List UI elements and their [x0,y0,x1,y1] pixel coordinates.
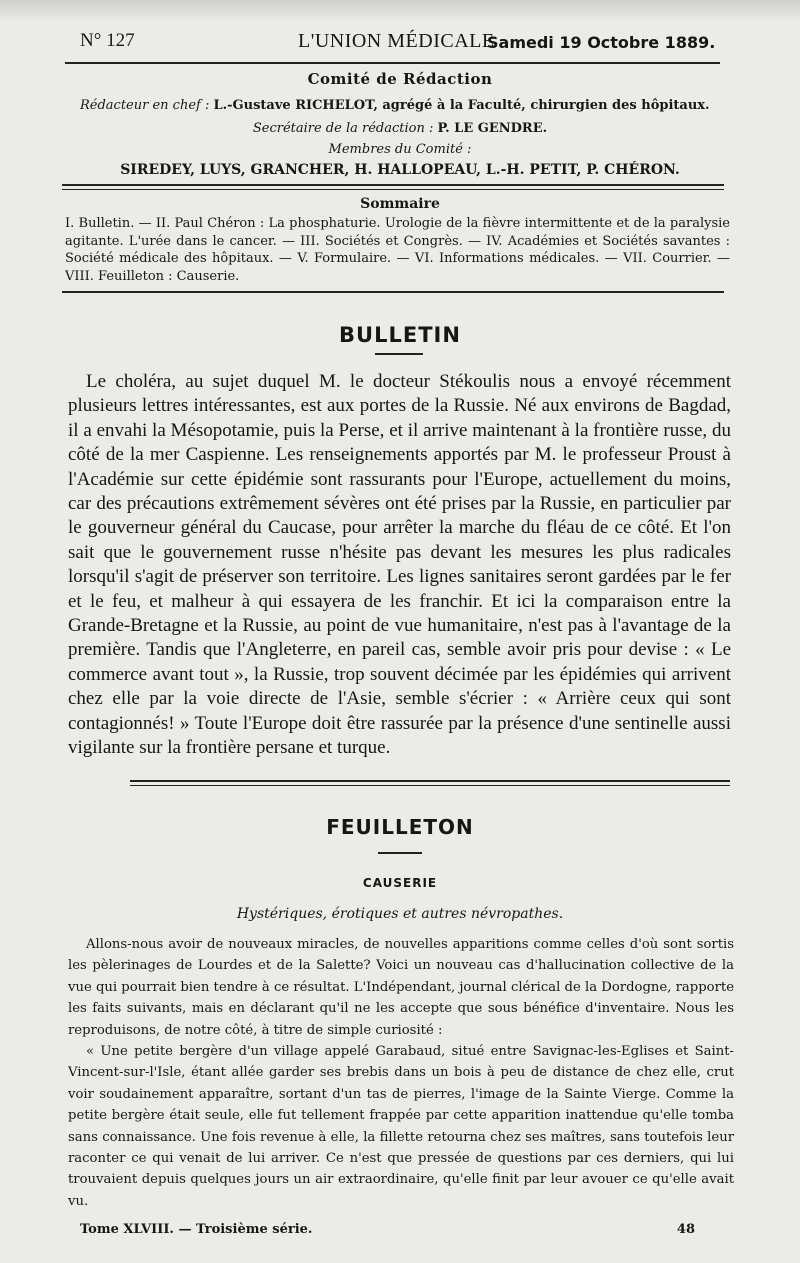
secretaire-label: Secrétaire de la rédaction : [252,121,434,136]
page-edge-shadow [0,0,800,22]
redacteur-line [80,98,710,113]
sommaire-rule [62,291,724,293]
sommaire-title: Sommaire [360,196,440,212]
feuilleton-paragraph-1: Allons-nous avoir de nouveaux miracles, de nouvelles apparitions comme celles d'où sont sortis les pèlerinages de Lourdes et de la Salette? Voici un nouveau cas d'hallucination collective de la vue qui pourrait bien tendre à ce résultat. L'Indépendant, journal clérical de la Dordogne, rapporte les faits suivants, mais en déclarant qu'il ne les accepte que sous bénéfice d'inventaire. Nous les reproduisons, de notre côté, à titre de simple curiosité : [68,937,734,1038]
comite-title: Comité de Rédaction [307,70,493,88]
tome-series: Tome XLVIII. — Troisième série. [80,1222,313,1237]
feuilleton-title: FEUILLETON [326,815,474,839]
bulletin-body: Le choléra, au sujet duquel M. le docteur Stékoulis nous a envoyé récemment plusieurs lettres intéressantes, est aux portes de la Russie. Né aux environs de Bagdad, il a envahi la Mésopotamie, puis la Perse, et il arrive maintenant à la frontière russe, du côté de la mer Caspienne. Les renseignements apportés par M. le professeur Proust à l'Académie sur cette épidémie sont rassurants pour l'Europe, actuellement du moins, car des précautions extrêmement sévères ont été prises par la Russie, en particulier par le gouverneur général du Caucase, pour arrêter la marche du fléau de ce côté. Et l'on sait que le gouvernement russe n'hésite pas devant les mesures les plus radicales lorsqu'il s'agit de préserver son territoire. Les lignes sanitaires seront gardées par le fer et le feu, et malheur à qui essayera de les franchir. Et ici la comparaison entre la Grande-Bretagne et la Russie, au point de vue humanitaire, n'est pas à l'avantage de la première. Tandis que l'Angleterre, en pareil cas, semble avoir pris pour devise : « Le commerce avant tout », la Russie, trop souvent décimée par les épidémies qui arrivent chez elle par la voie directe de l'Asie, semble s'écrier : « Arrière ceux qui sont contagionnés! » Toute l'Europe doit être rassurée par la présence d'une sentinelle aussi vigilante sur la frontière persane et turque. [68,371,731,759]
secretaire-name: P. LE GENDRE. [437,121,548,136]
issue-date: Samedi 19 Octobre 1889. [487,33,716,52]
journal-title: L'UNION MÉDICALE [298,30,495,52]
membres-label: Membres du Comité : [328,142,472,157]
issue-number: N° 127 [80,30,135,51]
comite-rule-bottom [62,189,724,190]
feuilleton-subtitle: Hystériques, érotiques et autres névropathes. [236,906,564,922]
secretaire-line [0,121,800,136]
feuilleton-title-rule [378,852,422,854]
comite-rule-top [62,184,724,186]
page-number: 48 [676,1222,695,1237]
header-rule [65,62,720,64]
bulletin-title-rule [375,353,423,355]
sommaire-text: I. Bulletin. — II. Paul Chéron : La phosphaturie. Urologie de la fièvre intermittente et de la paralysie agitante. L'urée dans le cancer. — III. Sociétés et Congrès. — IV. Académies et Sociétés savantes : Société médicale des hôpitaux. — V. Formulaire. — VI. Informations médicales. — VII. Courrier. — VIII. Feuilleton : Causerie. [65,216,730,284]
redacteur-label: Rédacteur en chef : [80,98,210,113]
membres-names: SIREDEY, LUYS, GRANCHER, H. HALLOPEAU, L.-H. PETIT, P. CHÉRON. [120,162,680,178]
bulletin-end-rule-bottom [130,785,730,786]
bulletin-title: BULLETIN [339,323,461,347]
bulletin-end-rule-top [130,780,730,782]
feuilleton-body [68,934,734,1212]
causerie-heading: CAUSERIE [362,876,438,890]
redacteur-name: L.-Gustave RICHELOT, agrégé à la Faculté, chirurgien des hôpitaux. [213,98,710,113]
feuilleton-paragraph-2: « Une petite bergère d'un village appelé Garabaud, situé entre Savignac-les-Eglises et Saint-Vincent-sur-l'Isle, étant allée garder ses brebis dans un bois à peu de distance de chez elle, crut voir soudainement apparaître, sortant d'un tas de pierres, l'image de la Sainte Vierge. Comme la petite bergère était seule, elle fut tellement frappée par cette apparition inattendue qu'elle tomba sans connaissance. Une fois revenue à elle, la fillette retourna chez ses maîtres, sans toutefois leur raconter ce qui venait de lui arriver. Ce n'est que pressée de questions par ces derniers, qui lui trouvaient depuis quelques jours un air extraordinaire, qu'elle finit par leur avouer ce qu'elle avait vu. [68,1044,734,1209]
page-header [80,30,720,60]
